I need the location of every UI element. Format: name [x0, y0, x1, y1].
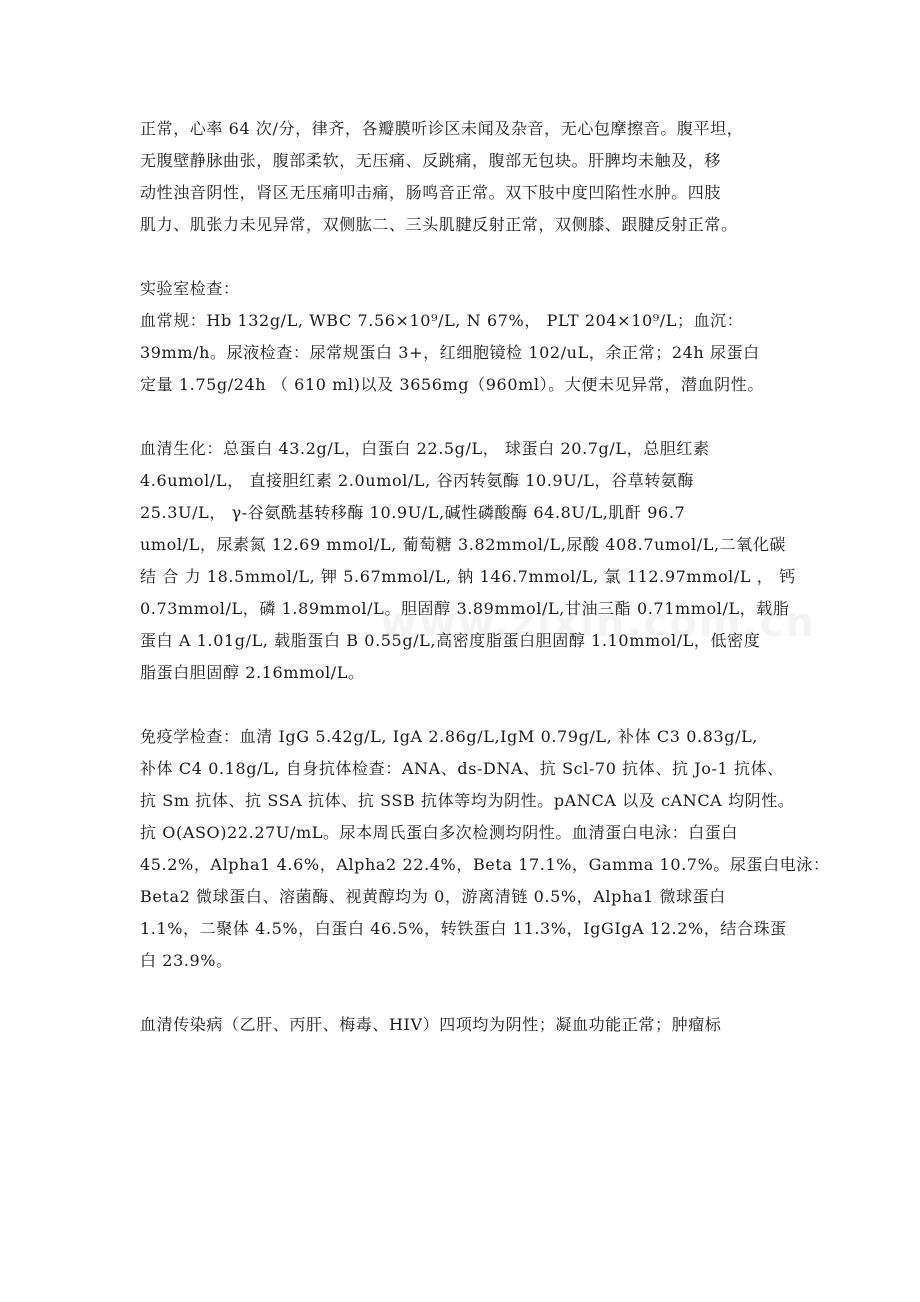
text-line: Beta2 微球蛋白、溶菌酶、视黄醇均为 0，游离清链 0.5%，Alpha1 微球蛋白	[140, 887, 726, 906]
text-line: 血清传染病（乙肝、丙肝、梅毒、HIV）四项均为阴性；凝血功能正常；肿瘤标	[140, 1015, 722, 1034]
text-line: 正常，心率 64 次/分，律齐，各瓣膜听诊区未闻及杂音，无心包摩擦音。腹平坦，	[140, 119, 744, 138]
text-line: 动性浊音阴性，肾区无压痛叩击痛，肠鸣音正常。双下肢中度凹陷性水肿。四肢	[140, 183, 722, 202]
paragraph-gap	[140, 241, 790, 273]
immunology-paragraph	[140, 721, 830, 977]
text-line: 25.3U/L， γ-谷氨酰基转移酶 10.9U/L,碱性磷酸酶 64.8U/L,肌酐 96.7	[140, 503, 686, 522]
text-line: 39mm/h。尿液检查：尿常规蛋白 3+，红细胞镜检 102/uL，余正常；24h 尿蛋白	[140, 343, 760, 362]
text-line: 血常规：Hb 132g/L, WBC 7.56×10⁹/L, N 67%， PLT 204×10⁹/L；血沉：	[140, 311, 744, 330]
text-line: 补体 C4 0.18g/L, 自身抗体检查：ANA、ds-DNA、抗 Scl-70 抗体、抗 Jo-1 抗体、	[140, 759, 784, 778]
blood-routine-paragraph	[140, 305, 790, 401]
section-heading: 实验室检查：	[140, 279, 240, 298]
text-line: 血清生化：总蛋白 43.2g/L，白蛋白 22.5g/L， 球蛋白 20.7g/L，总胆红素	[140, 439, 710, 458]
biochemistry-paragraph	[140, 433, 796, 689]
paragraph-gap	[140, 401, 790, 433]
text-line: 定量 1.75g/24h （ 610 ml)以及 3656mg（960ml）。大便未见异常，潜血阴性。	[140, 375, 764, 394]
text-line: 肌力、肌张力未见异常，双侧肱二、三头肌腱反射正常，双侧膝、跟腱反射正常。	[140, 215, 738, 234]
text-line: 结 合 力 18.5mmol/L, 钾 5.67mmol/L, 钠 146.7mmol/L, 氯 112.97mmol/L ， 钙	[140, 567, 796, 586]
physical-exam-paragraph	[140, 113, 790, 241]
text-line: 免疫学检查：血清 IgG 5.42g/L, IgA 2.86g/L,IgM 0.79g/L, 补体 C3 0.83g/L,	[140, 727, 758, 746]
text-line: 4.6umol/L， 直接胆红素 2.0umol/L, 谷丙转氨酶 10.9U/L，谷草转氨酶	[140, 471, 695, 490]
text-line: 脂蛋白胆固醇 2.16mmol/L。	[140, 663, 365, 682]
text-line: 无腹壁静脉曲张，腹部柔软，无压痛、反跳痛，腹部无包块。肝脾均未触及，移	[140, 151, 722, 170]
text-line: 45.2%，Alpha1 4.6%，Alpha2 22.4%，Beta 17.1%，Gamma 10.7%。尿蛋白电泳：	[140, 855, 830, 874]
text-line: 1.1%，二聚体 4.5%，白蛋白 46.5%，转铁蛋白 11.3%，IgGIgA 12.2%，结合珠蛋	[140, 919, 787, 938]
text-line: 蛋白 A 1.01g/L, 载脂蛋白 B 0.55g/L,高密度脂蛋白胆固醇 1.10mmol/L，低密度	[140, 631, 761, 650]
text-line: 抗 O(ASO)22.27U/mL。尿本周氏蛋白多次检测均阴性。血清蛋白电泳：白蛋白	[140, 823, 738, 842]
paragraph-gap	[140, 977, 790, 1009]
document-body	[140, 113, 830, 1041]
text-line: umol/L，尿素氮 12.69 mmol/L, 葡萄糖 3.82mmol/L,尿酸 408.7umol/L,二氧化碳	[140, 535, 787, 554]
text-line: 抗 Sm 抗体、抗 SSA 抗体、抗 SSB 抗体等均为阴性。pANCA 以及 cANCA 均阴性。	[140, 791, 795, 810]
text-line: 0.73mmol/L，磷 1.89mmol/L。胆固醇 3.89mmol/L,甘油三酯 0.71mmol/L，载脂	[140, 599, 790, 618]
text-line: 白 23.9%。	[140, 951, 233, 970]
infection-paragraph	[140, 1009, 790, 1041]
lab-section-heading	[140, 273, 790, 305]
paragraph-gap	[140, 689, 790, 721]
